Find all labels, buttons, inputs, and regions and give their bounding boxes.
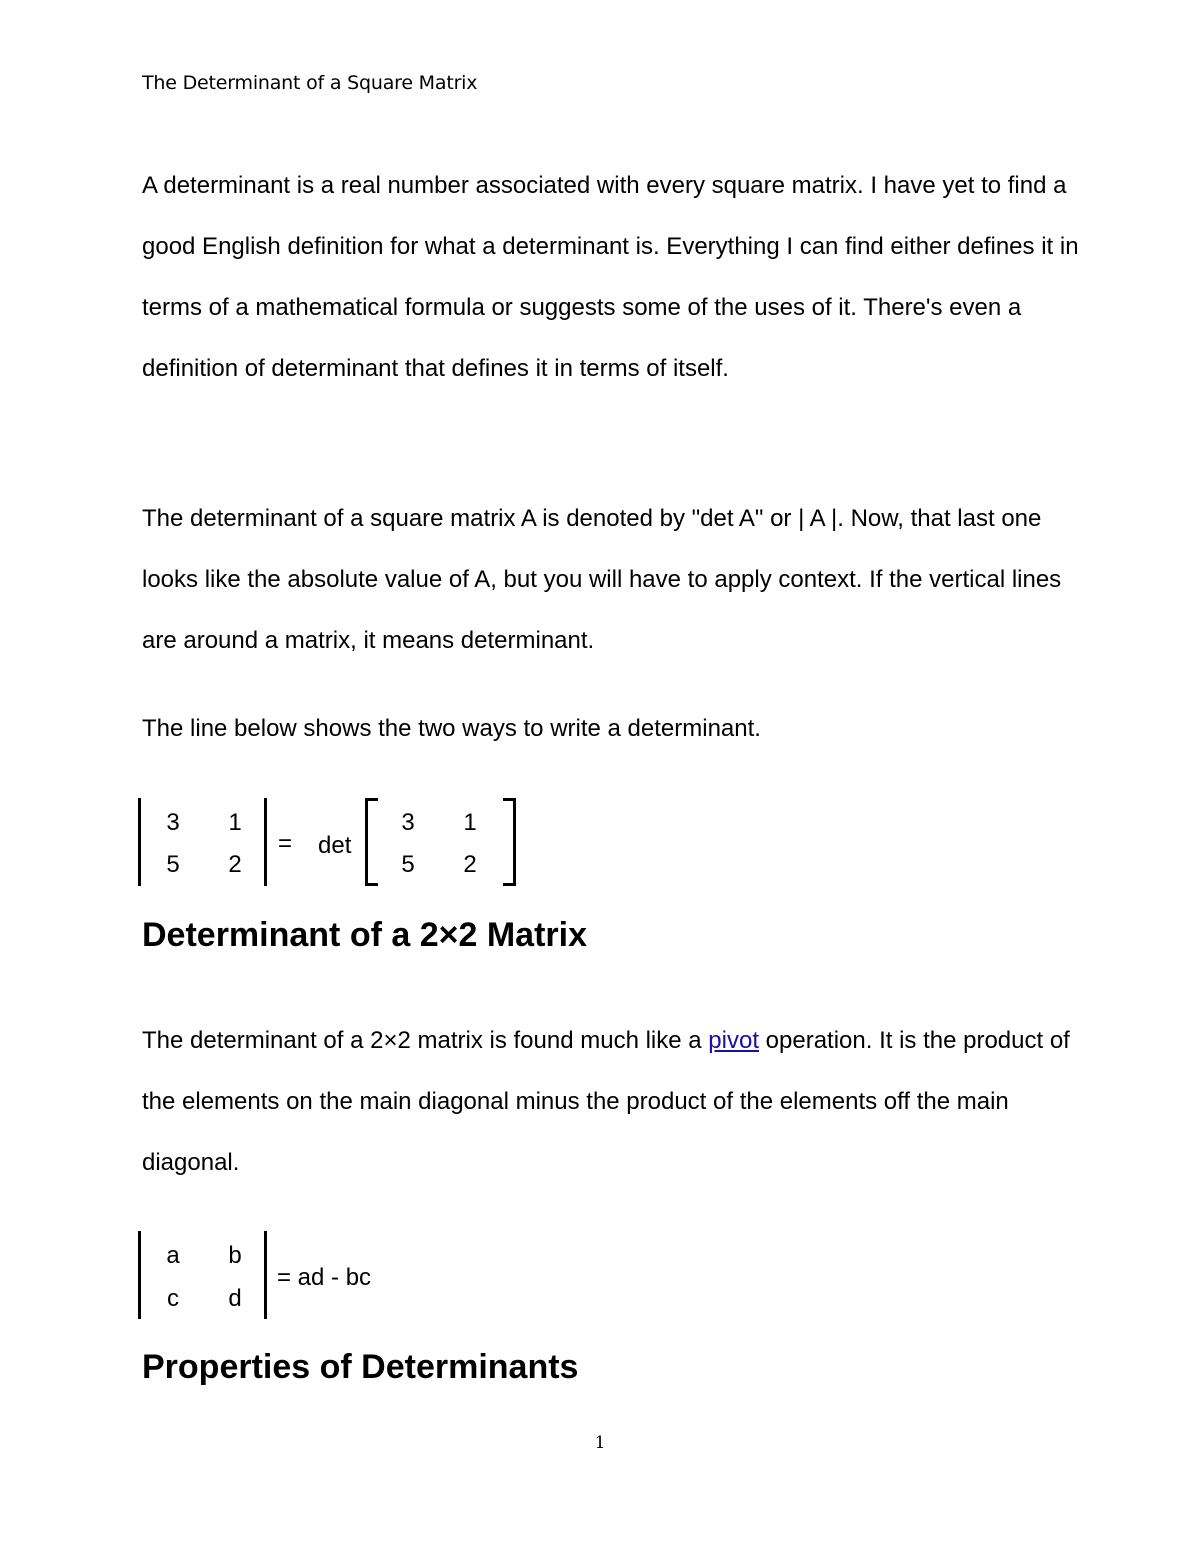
matrix-cell: a — [166, 1242, 180, 1269]
left-square-bracket — [365, 798, 378, 886]
matrix-cell: 5 — [166, 851, 180, 878]
matrix-cell: 1 — [463, 809, 477, 836]
paragraph-text: operation. It is the product of the elements on the main diagonal minus the product of the elements off the main diagonal. — [142, 1027, 1070, 1176]
notation-paragraph: The determinant of a square matrix A is denoted by "det A" or | A |. Now, that last one looks like the absolute value of A, but you will have to apply context. If the vertical lines are around a matrix, it means determinant. — [142, 505, 1062, 654]
pivot-link[interactable]: pivot — [708, 1027, 759, 1054]
det-label: det — [318, 832, 352, 859]
page-number: 1 — [594, 1433, 606, 1453]
heading-properties: Properties of Determinants — [142, 1348, 579, 1386]
matrix-cell: d — [228, 1285, 242, 1312]
matrix-cell: 3 — [401, 809, 415, 836]
right-vertical-bar — [264, 798, 267, 886]
page-header-title: The Determinant of a Square Matrix — [142, 72, 478, 94]
section-2x2-paragraph — [142, 1010, 1082, 1193]
left-vertical-bar — [138, 798, 141, 886]
two-ways-sentence: The line below shows the two ways to write a determinant. — [142, 715, 761, 742]
matrix-cell: 1 — [228, 809, 242, 836]
left-vertical-bar — [138, 1231, 141, 1319]
matrix-cell: b — [228, 1242, 242, 1269]
paragraph-text: The determinant of a 2×2 matrix is found much like a — [142, 1027, 709, 1054]
heading-2x2-matrix: Determinant of a 2×2 Matrix — [142, 916, 587, 954]
matrix-cell: c — [167, 1285, 179, 1312]
formula-determinant-equation — [138, 1228, 838, 1328]
formula-result: = ad - bc — [277, 1264, 372, 1291]
equals-sign: = — [278, 830, 293, 857]
right-vertical-bar — [264, 1231, 267, 1319]
matrix-cell: 2 — [463, 851, 477, 878]
matrix-cell: 2 — [228, 851, 242, 878]
matrix-cell: 3 — [166, 809, 180, 836]
intro-paragraph: A determinant is a real number associated with every square matrix. I have yet to find a good English definition for what a determinant is. Everything I can find either defines it in terms of a mathematical formula or suggests some of the uses of it. There's even a definition of determinant that defines it in terms of itself. — [142, 172, 1079, 382]
example-determinant-equation — [138, 795, 838, 895]
matrix-cell: 5 — [401, 851, 415, 878]
right-square-bracket — [503, 798, 516, 886]
